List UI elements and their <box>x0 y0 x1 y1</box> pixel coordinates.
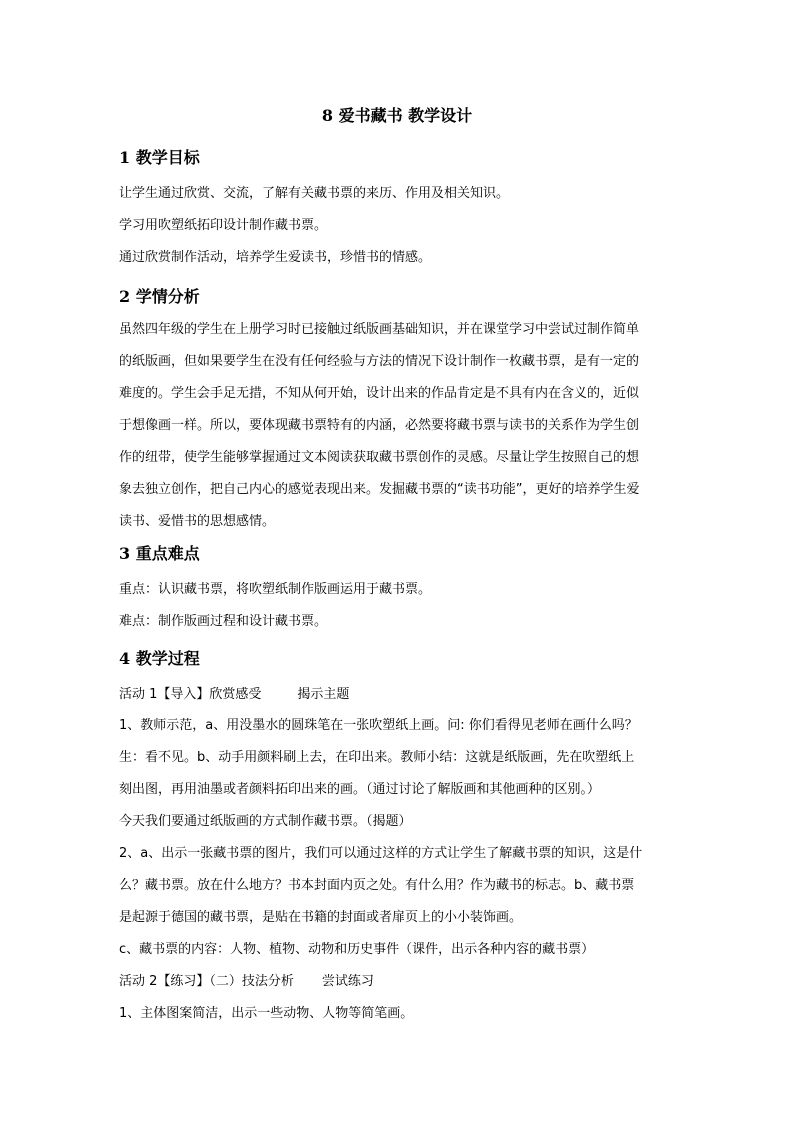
analysis-line: 的纸版画，但如果要学生在没有任何经验与方法的情况下设计制作一枚藏书票，是有一定的 <box>119 354 640 369</box>
analysis-line: 难度的。学生会手足无措，不知从何开始，设计出来的作品肯定是不具有内在含义的，近似 <box>119 386 640 401</box>
activity-2-topic: 尝试练习 <box>321 974 374 989</box>
process-line: 1、主体图案简洁，出示一些动物、人物等简笔画。 <box>119 1006 414 1021</box>
activity-2-label: 活动 2【练习】（二）技法分析 <box>119 974 294 989</box>
process-line: 么？藏书票。放在什么地方？书本封面内页之处。有什么用？作为藏书的标志。b、藏书票 <box>119 878 635 893</box>
difficulty-paragraph: 难点：制作版画过程和设计藏书票。 <box>119 614 328 629</box>
process-line: c、藏书票的内容：人物、植物、动物和历史事件（课件，出示各种内容的藏书票） <box>119 942 595 957</box>
analysis-line: 虽然四年级的学生在上册学习时已接触过纸版画基础知识，并在课堂学习中尝试过制作简单 <box>119 322 640 337</box>
section-heading-process: 4 教学过程 <box>119 649 200 668</box>
process-line: 1、教师示范，a、用没墨水的圆珠笔在一张吹塑纸上画。问: 你们看得见老师在画什么吗？ <box>119 718 638 733</box>
process-line: 刻出图，再用油墨或者颜料拓印出来的画。（通过讨论了解版画和其他画种的区别。） <box>119 782 601 797</box>
section-heading-objectives: 1 教学目标 <box>119 148 200 167</box>
process-line: 今天我们要通过纸版画的方式制作藏书票。（揭题） <box>119 814 412 829</box>
objective-paragraph: 通过欣赏制作活动，培养学生爱读书，珍惜书的情感。 <box>119 250 432 265</box>
section-heading-key-points: 3 重点难点 <box>119 544 200 563</box>
section-heading-analysis: 2 学情分析 <box>119 287 200 306</box>
activity-1-label: 活动 1【导入】欣赏感受 <box>119 687 262 702</box>
process-line: 生：看不见。b、动手用颜料刷上去，在印出来。教师小结：这就是纸版画，先在吹塑纸上 <box>119 750 635 765</box>
key-point-paragraph: 重点：认识藏书票，将吹塑纸制作版画运用于藏书票。 <box>119 582 432 597</box>
objective-paragraph: 学习用吹塑纸拓印设计制作藏书票。 <box>119 218 328 233</box>
process-line: 2、a、出示一张藏书票的图片，我们可以通过这样的方式让学生了解藏书票的知识，这是什 <box>119 846 643 861</box>
analysis-line: 读书、爱惜书的思想感情。 <box>119 514 276 529</box>
analysis-line: 作的纽带，使学生能够掌握通过文本阅读获取藏书票创作的灵感。尽量让学生按照自己的想 <box>119 450 640 465</box>
objective-paragraph: 让学生通过欣赏、交流，了解有关藏书票的来历、作用及相关知识。 <box>119 186 510 201</box>
analysis-line: 于想像画一样。所以，要体现藏书票特有的内涵，必然要将藏书票与读书的关系作为学生创 <box>119 418 640 433</box>
activity-1-heading <box>119 685 349 705</box>
document-title: 8 爱书藏书 教学设计 <box>321 106 473 125</box>
activity-1-topic: 揭示主题 <box>297 687 350 702</box>
analysis-line: 象去独立创作，把自己内心的感觉表现出来。发掘藏书票的“读书功能”，更好的培养学生爱 <box>119 482 640 497</box>
process-line: 是起源于德国的藏书票，是贴在书籍的封面或者扉页上的小小装饰画。 <box>119 910 523 925</box>
activity-2-heading <box>119 972 374 992</box>
